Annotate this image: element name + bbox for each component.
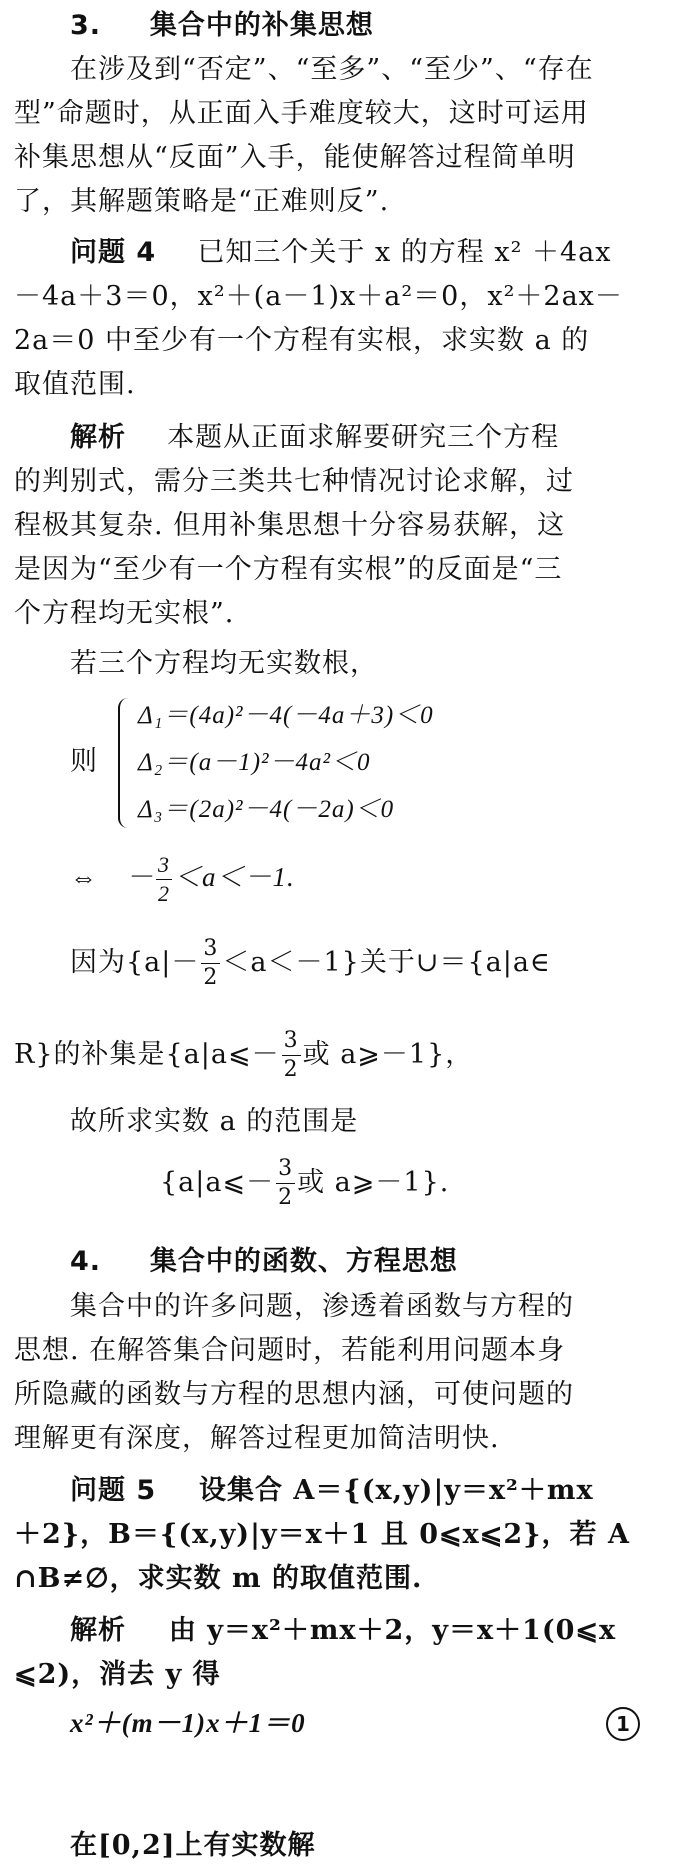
question-4-line: －4a＋3＝0，x²＋(a－1)x＋a²＝0，x²＋2ax－ — [14, 281, 623, 312]
solution-5-text: 由 y＝x²＋mx＋2，y＝x＋1(0⩽x — [168, 1615, 617, 1646]
solution-5-line — [70, 1611, 678, 1651]
fraction-denominator: 2 — [203, 965, 219, 990]
section-4-title: 集合中的函数、方程思想 — [149, 1246, 458, 1277]
answer-text: 或 a⩾－1}. — [297, 1167, 450, 1198]
section-3-para-line: 补集思想从“反面”入手，能使解答过程简单明 — [14, 142, 576, 173]
equation-number-marker: 1 — [606, 1707, 640, 1741]
system-equation-2: Δ₂＝(a－1)²－4a²＜0 — [138, 749, 371, 776]
solution-4-line: 程极其复杂. 但用补集思想十分容易获解，这 — [14, 510, 566, 541]
then-label: 则 — [70, 746, 98, 777]
section-3-para-line: 型”命题时，从正面入手难度较大，这时可运用 — [14, 98, 589, 129]
question-4-line — [70, 233, 678, 273]
fraction-numerator: 3 — [276, 1158, 295, 1184]
equivalence-line — [70, 842, 678, 912]
question-5-line: ＋2}，B＝{(x,y)|y＝x＋1 且 0⩽x⩽2}，若 A — [14, 1519, 630, 1550]
section-4-heading — [70, 1242, 678, 1282]
solution-4-line: 是因为“至少有一个方程有实根”的反面是“三 — [14, 554, 563, 585]
complement-line-2 — [14, 1020, 678, 1090]
fraction — [282, 1030, 301, 1081]
solution-4-line — [70, 418, 678, 458]
complement-line-1 — [70, 928, 678, 998]
fraction-denominator: 2 — [283, 1057, 299, 1082]
complement-text: ＜a＜－1}关于∪＝{a|a∈ — [222, 947, 551, 978]
equation-1: x²＋(m－1)x＋1＝0 — [70, 1708, 306, 1738]
fraction — [201, 938, 220, 989]
question-5-line: ∩B≠∅，求实数 m 的取值范围. — [14, 1563, 423, 1594]
fraction-numerator: 3 — [156, 854, 172, 880]
system-equation-1: Δ₁＝(4a)²－4(－4a＋3)＜0 — [138, 702, 434, 729]
section-4-number: 4. — [70, 1246, 102, 1277]
question-4-label: 问题 4 — [70, 237, 157, 268]
solution-4-label: 解析 — [70, 422, 126, 453]
assumption-line: 若三个方程均无实数根， — [70, 648, 378, 679]
conclusion-line: 故所求实数 a 的范围是 — [70, 1106, 359, 1137]
fraction-numerator: 3 — [201, 938, 220, 964]
solution-5-label: 解析 — [70, 1615, 126, 1646]
equivalence-suffix: ＜a＜－1. — [174, 862, 295, 892]
solution-4-line: 个方程均无实根”. — [14, 598, 235, 629]
complement-text: 或 a⩾－1}， — [302, 1039, 474, 1070]
section-4-para-line: 思想. 在解答集合问题时，若能利用问题本身 — [14, 1335, 566, 1366]
fraction — [276, 1158, 295, 1209]
fraction-denominator: 2 — [278, 1185, 294, 1210]
section-3-para-line: 在涉及到“否定”、“至多”、“至少”、“存在 — [70, 54, 594, 85]
question-4-text: 已知三个关于 x 的方程 x² ＋4ax — [197, 237, 612, 268]
section-3-para-line: 了，其解题策略是“正难则反”. — [14, 186, 390, 217]
section-4-para-line: 理解更有深度，解答过程更加简洁明快. — [14, 1423, 500, 1454]
equivalence-prefix: ⇔ － — [70, 862, 154, 892]
question-4-line: 2a＝0 中至少有一个方程有实根，求实数 a 的 — [14, 325, 590, 356]
answer-line — [160, 1148, 678, 1218]
solution-5-line: ⩽2)，消去 y 得 — [14, 1659, 221, 1690]
section-3-title: 集合中的补集思想 — [149, 10, 374, 41]
fraction-denominator: 2 — [158, 881, 170, 907]
section-3-heading — [70, 6, 678, 46]
question-4-line: 取值范围. — [14, 369, 136, 400]
section-4-para-line: 所隐藏的函数与方程的思想内涵，可使问题的 — [14, 1379, 574, 1410]
question-5-label: 问题 5 — [70, 1475, 157, 1506]
solution-4-text: 本题从正面求解要研究三个方程 — [167, 422, 560, 453]
solution-4-line: 的判别式，需分三类共七种情况讨论求解，过 — [14, 466, 574, 497]
section-3-number: 3. — [70, 10, 102, 41]
solution-5-cutoff-line: 在[0,2]上有实数解 — [70, 1830, 316, 1861]
question-5-text: 设集合 A＝{(x,y)|y＝x²＋mx — [199, 1475, 594, 1506]
complement-text: R}的补集是{a|a⩽－ — [14, 1039, 280, 1070]
fraction-numerator: 3 — [282, 1030, 301, 1056]
section-4-para-line: 集合中的许多问题，渗透着函数与方程的 — [70, 1291, 574, 1322]
system-equation-3: Δ₃＝(2a)²－4(－2a)＜0 — [138, 796, 395, 823]
answer-text: {a|a⩽－ — [160, 1167, 275, 1198]
question-5-line — [70, 1471, 678, 1511]
fraction — [156, 854, 172, 905]
complement-text: 因为{a|－ — [70, 947, 200, 978]
